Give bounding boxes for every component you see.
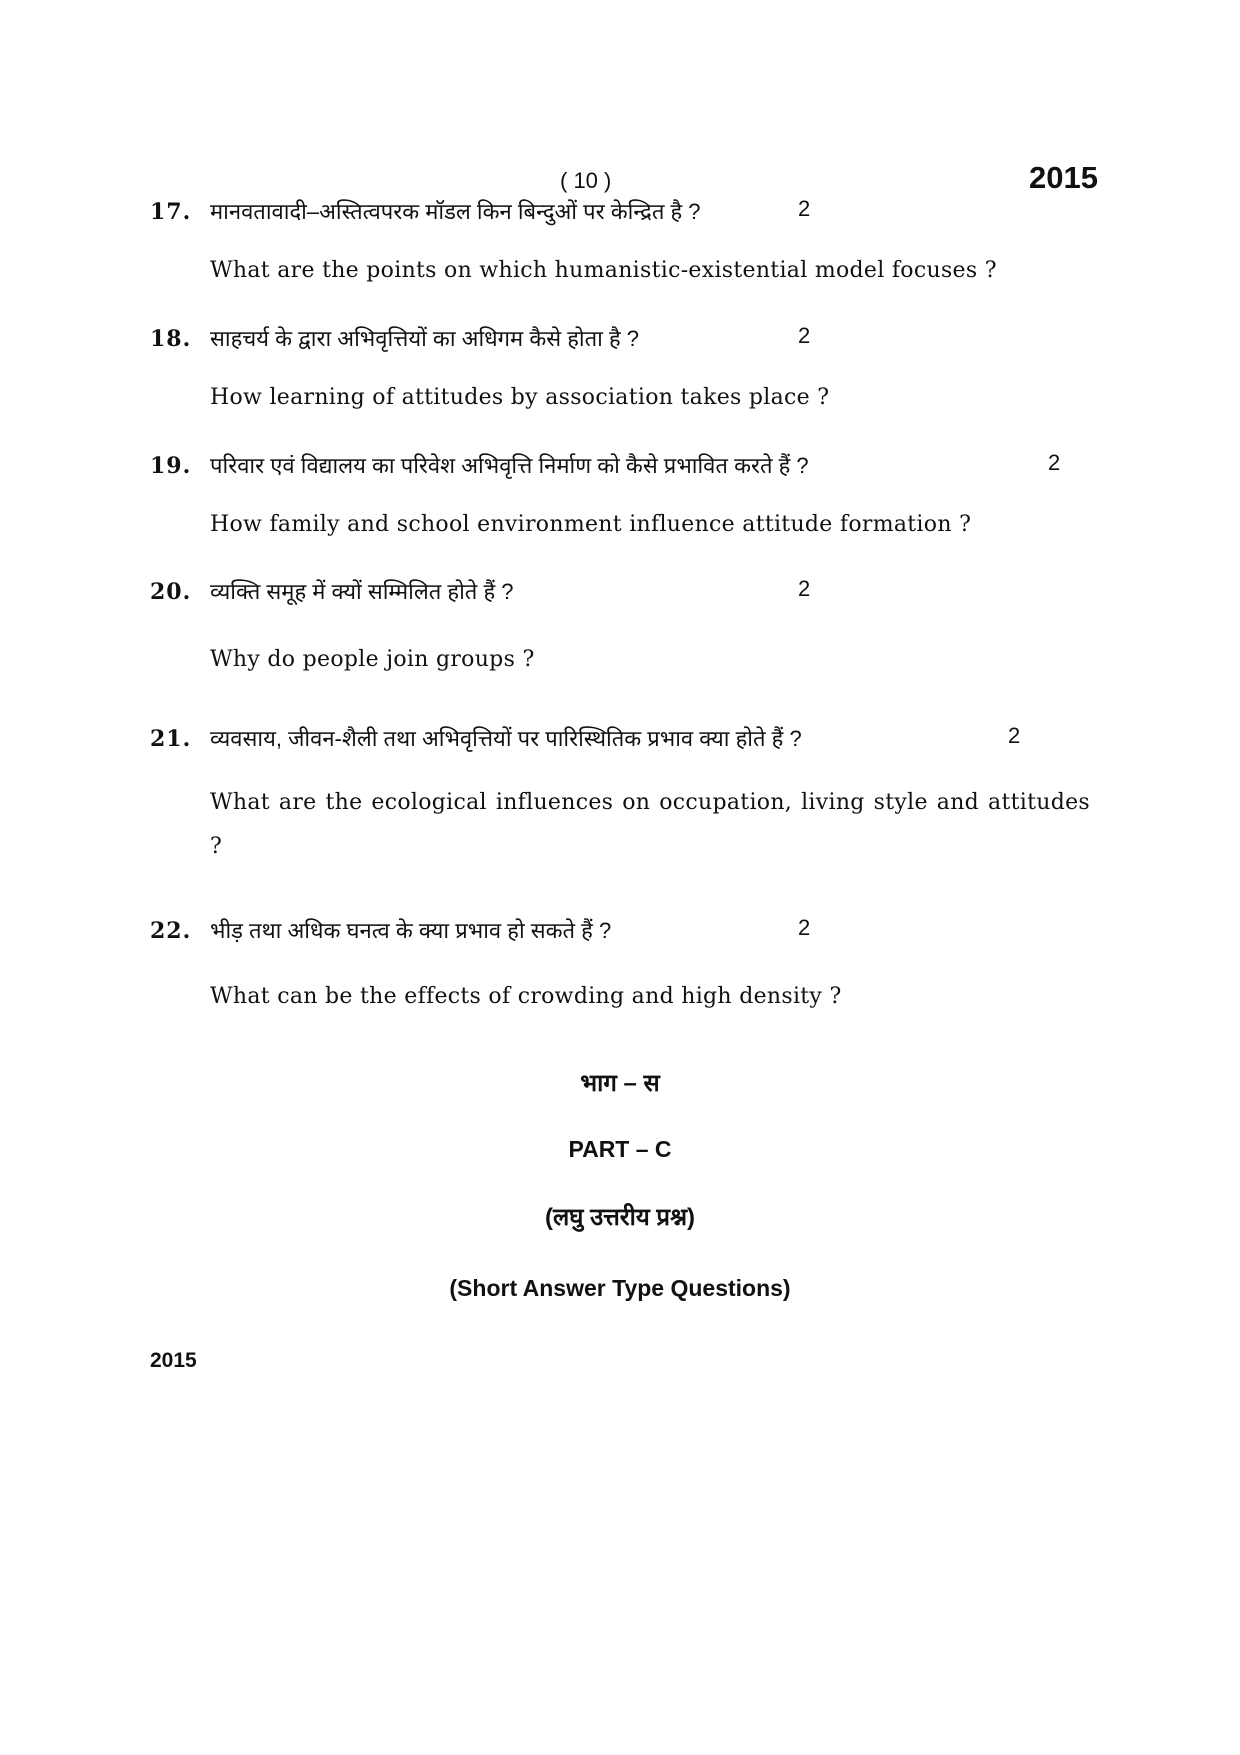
question-english: What can be the effects of crowding and high density ?	[210, 984, 842, 1009]
question-english: What are the ecological influences on occupation, living style and attitudes ?	[210, 790, 1090, 859]
question-english: How family and school environment influence attitude formation ?	[210, 512, 972, 537]
part-title-english: PART – C	[568, 1136, 672, 1162]
part-title-hindi: भाग – स	[580, 1070, 660, 1097]
question-hindi: भीड़ तथा अधिक घनत्व के क्या प्रभाव हो सकते हैं ?	[210, 918, 612, 943]
question-19	[150, 450, 1090, 547]
question-english: How learning of attitudes by association takes place ?	[210, 385, 830, 410]
question-number: 20.	[150, 579, 192, 605]
question-18	[150, 323, 1090, 420]
question-type-hindi: (लघु उत्तरीय प्रश्न)	[544, 1204, 696, 1231]
question-21	[150, 723, 1090, 869]
question-17	[150, 196, 1090, 293]
question-hindi: व्यक्ति समूह में क्यों सम्मिलित होते हैं ?	[210, 579, 514, 604]
question-marks: 2	[798, 915, 811, 940]
page-number: ( 10 )	[560, 168, 612, 193]
question-hindi: परिवार एवं विद्यालय का परिवेश अभिवृत्ति निर्माण को कैसे प्रभावित करते हैं ?	[210, 453, 809, 478]
question-number: 18.	[150, 326, 192, 352]
question-hindi: व्यवसाय, जीवन-शैली तथा अभिवृत्तियों पर पारिस्थितिक प्रभाव क्या होते हैं ?	[210, 726, 802, 751]
question-marks: 2	[798, 576, 811, 601]
question-english: What are the points on which humanistic-existential model focuses ?	[210, 258, 997, 283]
year-header: 2015	[1029, 160, 1098, 195]
question-number: 21.	[150, 726, 192, 752]
question-english: Why do people join groups ?	[210, 647, 535, 672]
question-22	[150, 915, 1090, 1019]
question-marks: 2	[798, 323, 811, 348]
question-hindi: मानवतावादी–अस्तित्वपरक मॉडल किन बिन्दुओं पर केन्द्रित है ?	[210, 199, 701, 224]
question-marks: 2	[1008, 723, 1021, 748]
question-number: 22.	[150, 918, 192, 944]
question-number: 19.	[150, 453, 192, 479]
question-20	[150, 576, 1090, 682]
question-number: 17.	[150, 199, 192, 225]
footer-year: 2015	[150, 1349, 197, 1372]
question-hindi: साहचर्य के द्वारा अभिवृत्तियों का अधिगम कैसे होता है ?	[210, 326, 639, 351]
question-marks: 2	[798, 196, 811, 221]
question-marks: 2	[1048, 450, 1061, 475]
question-type-english: (Short Answer Type Questions)	[449, 1275, 791, 1301]
